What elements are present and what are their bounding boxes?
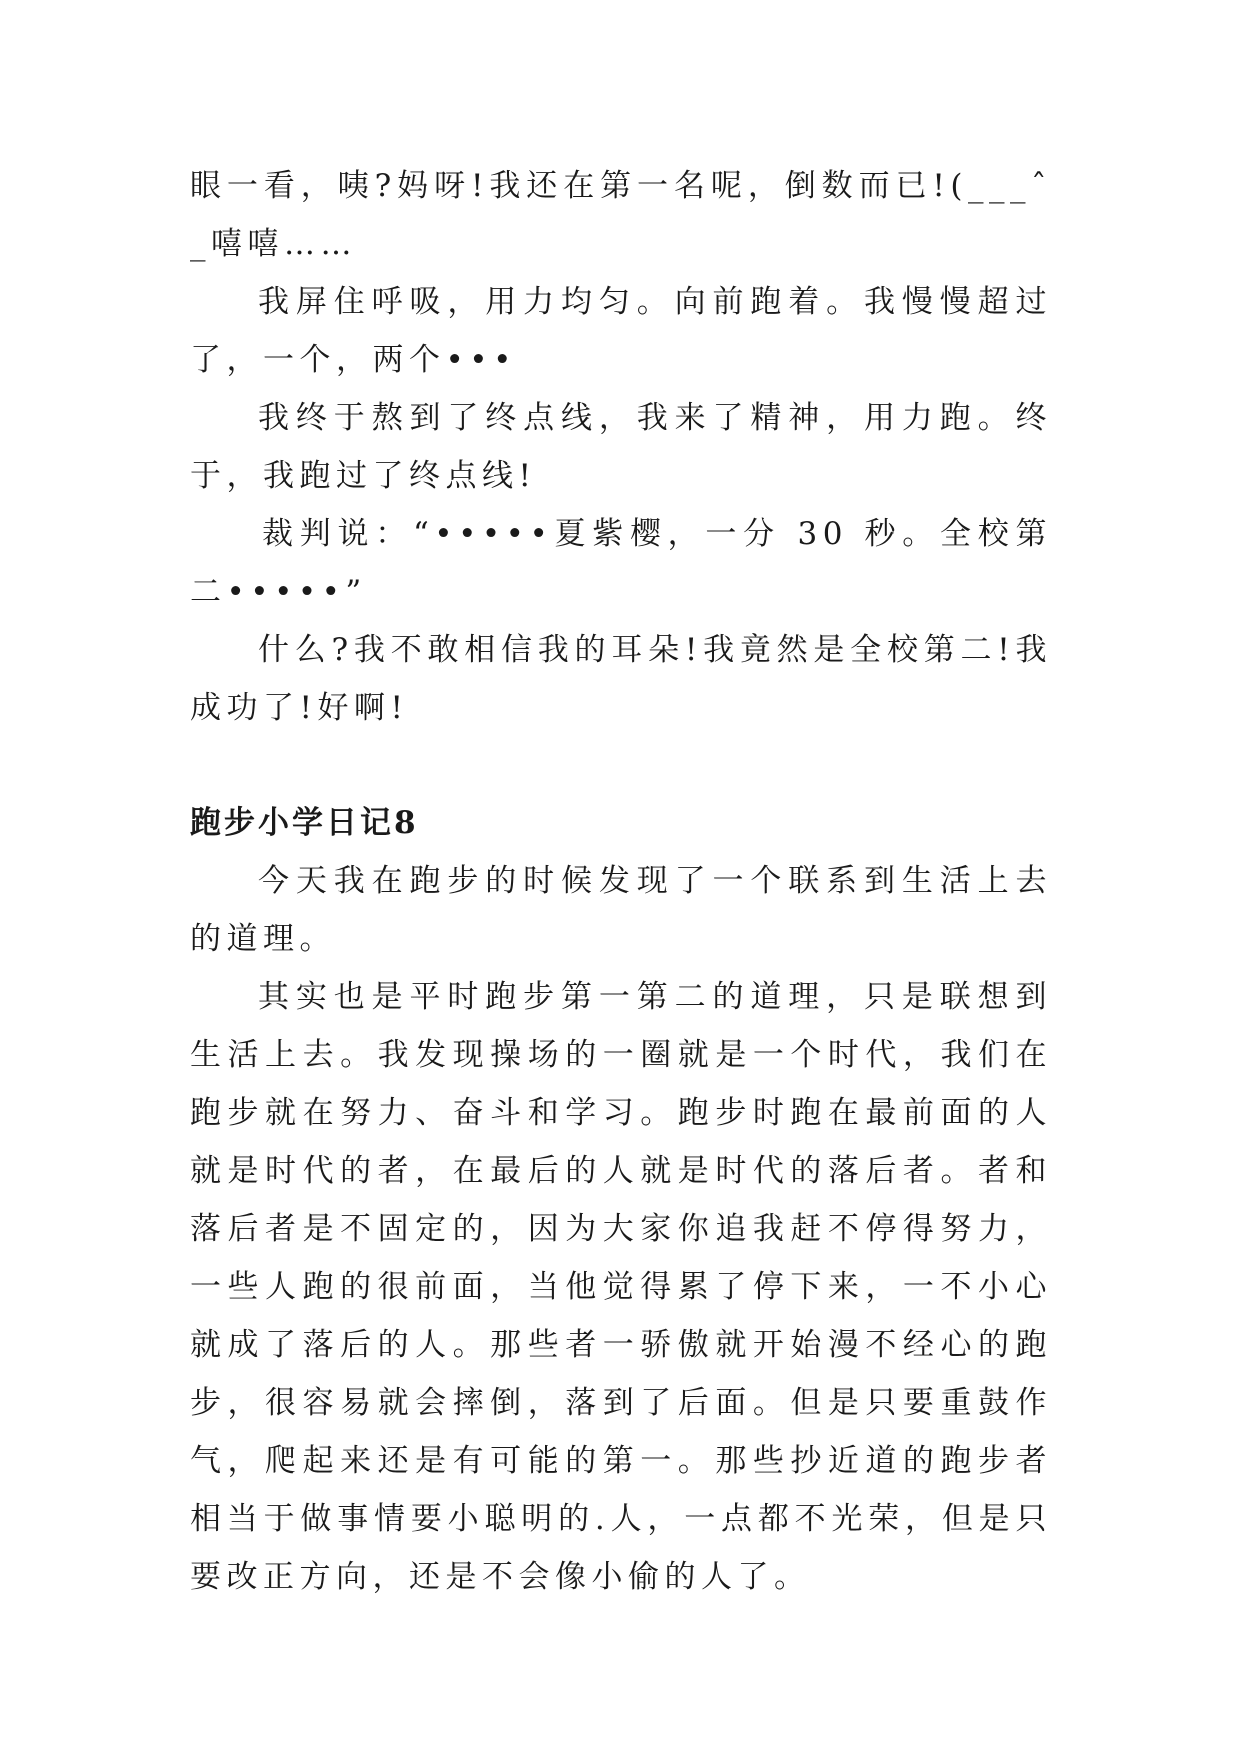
paragraph-finish-line: 我终于熬到了终点线，我来了精神，用力跑。终于，我跑过了终点线! <box>190 400 1052 494</box>
paragraph-referee: 裁判说：“•••••夏紫樱，一分 30 秒。全校第二•••••” <box>190 516 1052 610</box>
paragraph-overtaking: 我屏住呼吸，用力均匀。向前跑着。我慢慢超过了，一个，两个••• <box>190 284 1052 378</box>
paragraph-continuation: 眼一看，咦?妈呀!我还在第一名呢，倒数而已!(___ˆ_嘻嘻…… <box>190 168 1052 262</box>
paragraph-success: 什么?我不敢相信我的耳朵!我竟然是全校第二!我成功了!好啊! <box>190 632 1052 726</box>
section-title: 跑步小学日记8 <box>190 805 419 841</box>
paragraph-intro: 今天我在跑步的时候发现了一个联系到生活上去的道理。 <box>190 863 1052 957</box>
document-body <box>190 157 1052 1606</box>
paragraph-reflection: 其实也是平时跑步第一第二的道理，只是联想到生活上去。我发现操场的一圈就是一个时代，我们在跑步就在努力、奋斗和学习。跑步时跑在最前面的人就是时代的者，在最后的人就是时代的落后者。者和落后者是不固定的，因为大家你追我赶不停得努力，一些人跑的很前面，当他觉得累了停下来，一不小心就成了落后的人。那些者一骄傲就开始漫不经心的跑步，很容易就会摔倒，落到了后面。但是只要重鼓作气，爬起来还是有可能的第一。那些抄近道的跑步者相当于做事情要小聪明的.人，一点都不光荣，但是只要改正方向，还是不会像小偷的人了。 <box>190 979 1052 1595</box>
